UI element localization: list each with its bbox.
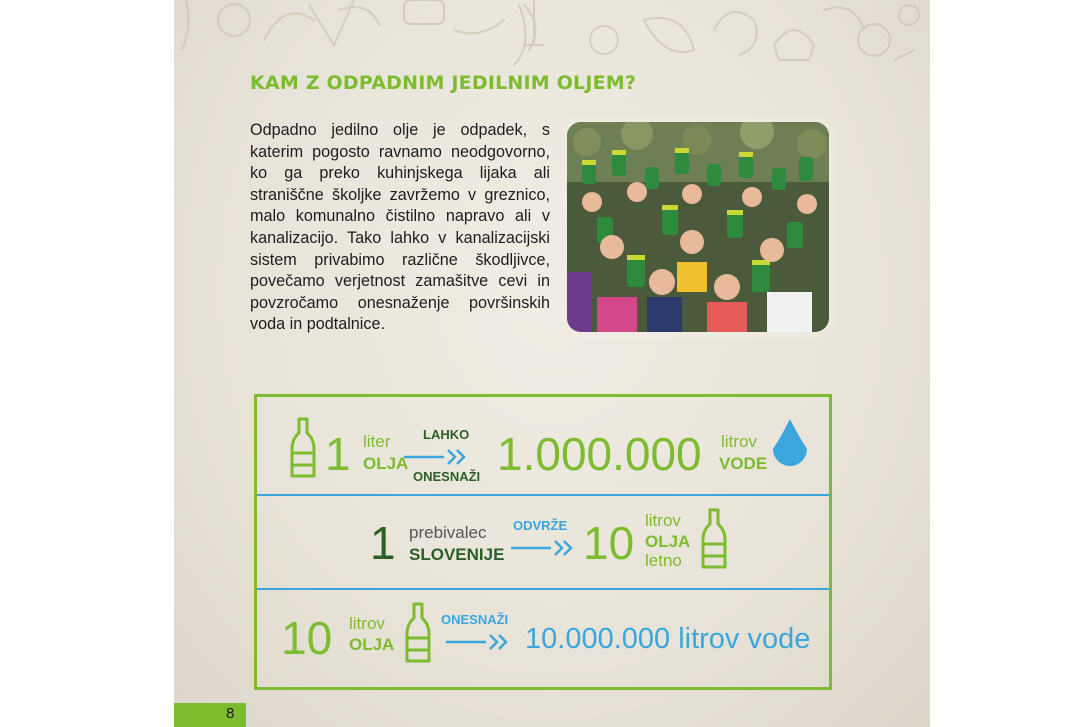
arrow-right-icon bbox=[404, 447, 474, 467]
amount-value: 10 bbox=[281, 612, 333, 664]
country-label: SLOVENIJE bbox=[409, 545, 505, 564]
arrow-right-icon bbox=[511, 538, 581, 558]
fact-row-2 bbox=[257, 496, 829, 588]
fact-row-3 bbox=[257, 590, 829, 687]
body-paragraph: Odpadno jedilno olje je odpadek, s katerim pogosto ravnamo neodgovorno, ko ga preko kuhinjskega lijaka ali straniščne školjke zavržemo v greznico, malo komunalno čistilno napravo ali v kanalizacijo. Tako lahko v kanalizacijski sistem privabimo različne škodljivce, povečamo verjetnost zamašitve cevi in povzročamo onesnaženje površinskih voda in podtalnice. bbox=[250, 121, 550, 334]
unit-label: liter bbox=[363, 432, 391, 451]
result-value: 10 bbox=[583, 517, 635, 569]
bottle-icon bbox=[405, 602, 431, 664]
result-value: 10.000.000 litrov vode bbox=[525, 623, 811, 655]
verb-label: ONESNAŽI bbox=[441, 612, 509, 627]
result-unit-bold: VODE bbox=[719, 454, 768, 473]
page bbox=[174, 0, 930, 727]
result-unit-bold: OLJA bbox=[645, 532, 691, 551]
verb-label-bottom: ONESNAŽI bbox=[413, 469, 481, 484]
oil-facts-infographic bbox=[254, 394, 832, 690]
arrow-right-icon bbox=[446, 632, 516, 652]
page-number: 8 bbox=[226, 705, 235, 722]
result-frequency: letno bbox=[645, 551, 682, 570]
footer-bar bbox=[174, 703, 246, 727]
water-drop-icon bbox=[769, 417, 811, 475]
fact-row-1 bbox=[257, 397, 829, 494]
amount-value: 1 bbox=[370, 517, 396, 569]
verb-label: ODVRŽE bbox=[513, 518, 568, 533]
unit-label-bold: OLJA bbox=[349, 635, 395, 654]
verb-label: LAHKO bbox=[423, 427, 470, 442]
resident-label: prebivalec bbox=[409, 523, 487, 542]
unit-label-bold: OLJA bbox=[363, 454, 409, 473]
result-value: 1.000.000 bbox=[497, 428, 702, 480]
unit-label: litrov bbox=[349, 614, 385, 633]
children-with-oil-containers-photo bbox=[567, 122, 829, 332]
result-unit: litrov bbox=[721, 432, 757, 451]
amount-value: 1 bbox=[325, 428, 351, 480]
bottle-icon bbox=[701, 508, 727, 570]
bottle-icon bbox=[290, 417, 316, 479]
result-unit: litrov bbox=[645, 511, 681, 530]
page-title: KAM Z ODPADNIM JEDILNIM OLJEM? bbox=[250, 72, 637, 94]
